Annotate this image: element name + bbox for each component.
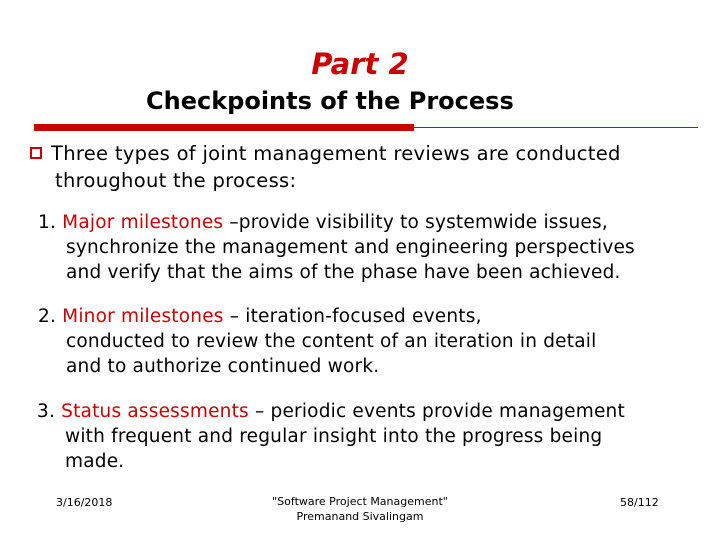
- footer-center: [250, 494, 470, 524]
- item-line-3: made.: [65, 451, 125, 472]
- square-bullet-icon: [30, 147, 42, 159]
- item-line-1: –provide visibility to systemwide issues,: [223, 212, 608, 233]
- title-underline-thick: [34, 124, 414, 131]
- footer-author: Premanand Sivalingam: [296, 510, 424, 523]
- footer-date: 3/16/2018: [56, 496, 113, 509]
- item-term: Minor milestones: [62, 306, 224, 327]
- item-line-3: and verify that the aims of the phase have been achieved.: [66, 262, 621, 283]
- list-item: [37, 399, 625, 474]
- bullet-line-2: throughout the process:: [55, 169, 297, 192]
- item-line-1: – periodic events provide management: [248, 401, 625, 422]
- item-number: 1.: [38, 212, 57, 233]
- item-number: 3.: [37, 401, 56, 422]
- item-line-1: – iteration-focused events,: [223, 306, 482, 327]
- item-line-2: conducted to review the content of an iteration in detail: [66, 331, 597, 352]
- title-underline-thin: [414, 127, 698, 128]
- slide-title: Checkpoints of the Process: [146, 87, 514, 115]
- part-heading: Part 2: [311, 47, 409, 81]
- footer-page-number: 58/112: [620, 496, 659, 509]
- item-number: 2.: [38, 306, 57, 327]
- item-line-2: synchronize the management and engineering perspectives: [66, 237, 635, 258]
- list-item: [38, 304, 596, 379]
- bullet-line-1: Three types of joint management reviews are conducted: [51, 142, 621, 165]
- item-term: Major milestones: [62, 212, 224, 233]
- footer-course: "Software Project Management": [272, 495, 448, 508]
- item-term: Status assessments: [61, 401, 249, 422]
- main-bullet: [30, 140, 710, 194]
- list-item: [38, 210, 635, 285]
- item-line-2: with frequent and regular insight into the progress being: [65, 426, 603, 447]
- item-line-3: and to authorize continued work.: [66, 356, 380, 377]
